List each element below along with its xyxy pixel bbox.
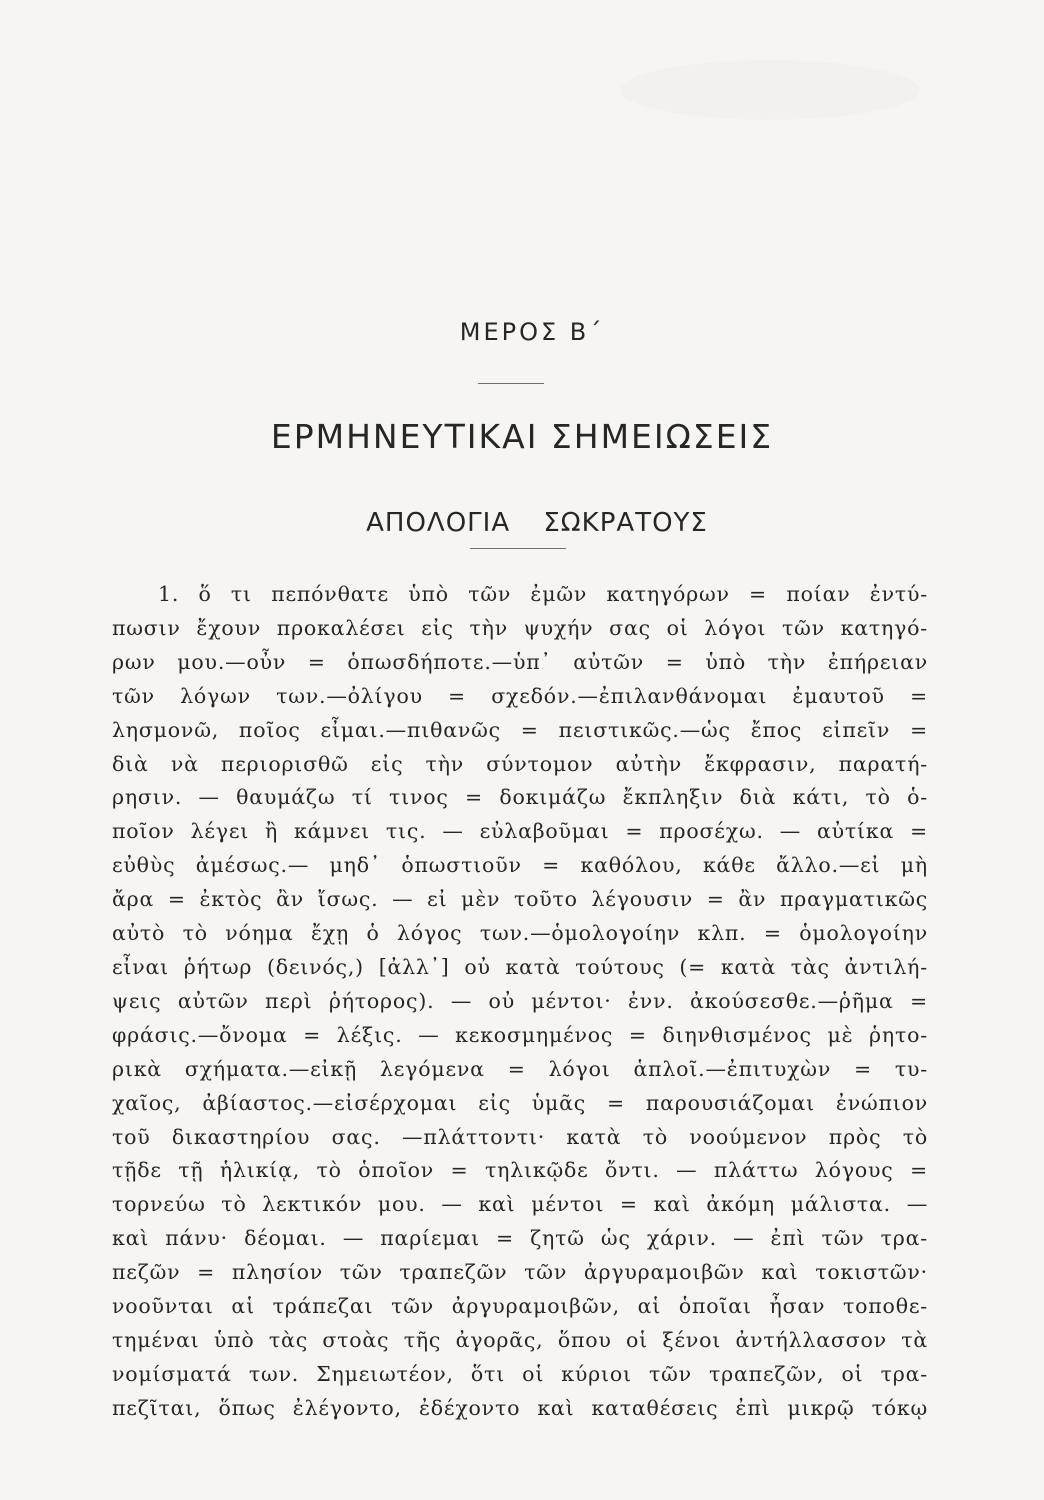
text-line: τοῦ δικαστηρίου σας. —πλάττοντι· κατὰ τὸ νοούμενον πρὸς τὸ [112,1124,928,1149]
page-smudge [620,60,920,120]
text-line: πεζῶν = πλησίον τῶν τραπεζῶν τῶν ἀργυραμοιβῶν καὶ τοκιστῶν· [112,1260,928,1285]
text-line: ρικὰ σχήματα.—εἰκῇ λεγόμενα = λόγοι ἁπλοῖ.—ἐπιτυχὼν = τυ- [112,1056,928,1081]
text-line: χαῖος, ἀβίαστος.—εἰσέρχομαι εἰς ὑμᾶς = παρουσιάζομαι ἐνώπιον [112,1090,928,1115]
text-line: φράσις.—ὄνομα = λέξις. — κεκοσμημένος = διηνθισμένος μὲ ῥητο- [112,1022,928,1047]
text-line: διὰ νὰ περιορισθῶ εἰς τὴν σύντομον αὐτὴν ἔκφρασιν, παρατή- [112,751,928,776]
main-heading: ΕΡΜΗΝΕΥΤΙΚΑΙ ΣΗΜΕΙΩΣΕΙΣ [270,417,774,456]
text-line: καὶ πάνυ· δέομαι. — παρίεμαι = ζητῶ ὡς χάριν. — ἐπὶ τῶν τρα- [112,1226,928,1251]
text-line: αὐτὸ τὸ νόημα ἔχῃ ὁ λόγος των.—ὁμολογοίην κλπ. = ὁμολογοίην [112,921,928,946]
text-line: τῇδε τῇ ἡλικίᾳ, τὸ ὁποῖον = τηλικῷδε ὄντι. — πλάττω λόγους = [112,1158,928,1183]
sub-heading: ΑΠΟΛΟΓΙΑ ΣΩΚΡΑΤΟΥΣ [366,508,708,538]
text-line: πωσιν ἔχουν προκαλέσει εἰς τὴν ψυχήν σας οἱ λόγοι τῶν κατηγό- [112,615,928,640]
text-line: ἄρα = ἐκτὸς ἂν ἴσως. — εἰ μὲν τοῦτο λέγουσιν = ἂν πραγματικῶς [112,887,928,912]
text-line: νοοῦνται αἱ τράπεζαι τῶν ἀργυραμοιβῶν, αἱ ὁποῖαι ἦσαν τοποθε- [112,1294,928,1319]
text-line: τῶν λόγων των.—ὀλίγου = σχεδόν.—ἐπιλανθάνομαι ἐμαυτοῦ = [112,683,928,708]
text-line: εὐθὺς ἀμέσως.— μηδ᾽ ὁπωστιοῦν = καθόλου, κάθε ἄλλο.—εἰ μὴ [112,853,928,878]
part-heading: ΜΕΡΟΣ Β΄ [459,318,605,346]
text-line: ρων μου.—οὖν = ὁπωσδήποτε.—ὑπ᾽ αὐτῶν = ὑπὸ τὴν ἐπήρειαν [112,649,928,674]
divider-rule [478,383,544,384]
text-line: πεζῖται, ὅπως ἐλέγοντο, ἐδέχοντο καὶ καταθέσεις ἐπὶ μικρῷ τόκῳ [112,1395,928,1420]
divider-rule [470,548,566,549]
text-line: ποῖον λέγει ἢ κάμνει τις. — εὐλαβοῦμαι = προσέχω. — αὐτίκα = [112,819,928,844]
text-line: νομίσματά των. Σημειωτέον, ὅτι οἱ κύριοι τῶν τραπεζῶν, οἱ τρα- [112,1361,928,1386]
text-line: 1. ὅ τι πεπόνθατε ὑπὸ τῶν ἐμῶν κατηγόρων = ποίαν ἐντύ- [158,582,928,606]
text-line: ψεις αὐτῶν περὶ ῥήτορος). — οὐ μέντοι· ἐνν. ἀκούσεσθε.—ῥῆμα = [112,988,928,1013]
text-line: τορνεύω τὸ λεκτικόν μου. — καὶ μέντοι = καὶ ἀκόμη μάλιστα. — [112,1192,928,1217]
text-line: λησμονῶ, ποῖος εἶμαι.—πιθανῶς = πειστικῶς.—ὡς ἔπος εἰπεῖν = [112,717,928,742]
text-line: ρησιν. — θαυμάζω τί τινος = δοκιμάζω ἔκπληξιν διὰ κάτι, τὸ ὁ- [112,785,928,810]
text-line: εἶναι ῥήτωρ (δεινός,) [ἀλλ᾽] οὐ κατὰ τούτους (= κατὰ τὰς ἀντιλή- [112,954,928,979]
text-line: τημέναι ὑπὸ τὰς στοὰς τῆς ἀγορᾶς, ὅπου οἱ ξένοι ἀντήλλασσον τὰ [112,1327,928,1352]
commentary-text [112,578,928,1426]
